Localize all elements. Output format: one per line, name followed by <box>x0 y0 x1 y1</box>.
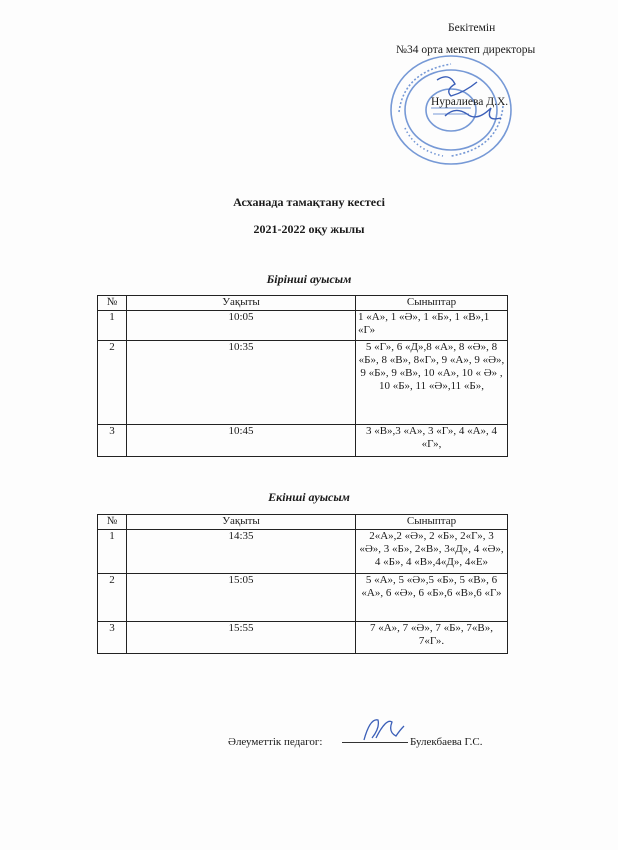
signature-stroke <box>445 108 501 119</box>
table-row <box>98 530 508 574</box>
header-number: № <box>98 296 127 311</box>
document-year: 2021-2022 оқу жылы <box>253 222 365 236</box>
shift1-table <box>97 295 508 457</box>
row-time: 10:35 <box>127 341 356 425</box>
approval-school: №34 орта мектеп директоры <box>396 44 536 56</box>
document-title: Асханада тамақтану кестесі <box>233 195 385 209</box>
approval-title: Бекітемін <box>448 22 496 34</box>
row-time: 10:05 <box>127 311 356 341</box>
table-row <box>98 425 508 457</box>
table-row <box>98 341 508 425</box>
footer-name: Булекбаева Г.С. <box>410 736 483 748</box>
table-row <box>98 311 508 341</box>
row-classes: 7 «А», 7 «Ә», 7 «Б», 7«В», 7«Г». <box>356 622 508 654</box>
stamp-inner-ring <box>405 70 497 150</box>
official-stamp <box>385 50 525 168</box>
row-number: 1 <box>98 311 127 341</box>
header-classes: Сыныптар <box>356 296 508 311</box>
shift2-table <box>97 514 508 654</box>
shift1-heading: Бірінші ауысым <box>266 272 352 286</box>
row-time: 15:05 <box>127 574 356 622</box>
row-number: 1 <box>98 530 127 574</box>
row-number: 2 <box>98 341 127 425</box>
stamp-outer-ring <box>391 56 511 164</box>
footer-role: Әлеуметтік педагог: <box>228 736 323 748</box>
row-classes: 1 «А», 1 «Ә», 1 «Б», 1 «В»,1 «Г» <box>356 311 508 341</box>
header-number: № <box>98 515 127 530</box>
signature-stroke <box>364 720 404 740</box>
shift2-heading: Екінші ауысым <box>268 490 350 504</box>
row-number: 3 <box>98 425 127 457</box>
row-classes: 2«А»,2 «Ә», 2 «Б», 2«Г», 3 «Ә», 3 «Б», 2«В», 3«Д», 4 «Ә», 4 «Б», 4 «В»,4«Д», 4«Е» <box>356 530 508 574</box>
table-row <box>98 574 508 622</box>
table-row <box>98 622 508 654</box>
row-number: 2 <box>98 574 127 622</box>
header-time: Уақыты <box>127 515 356 530</box>
header-classes: Сыныптар <box>356 515 508 530</box>
row-classes: 5 «Г», 6 «Д»,8 «А», 8 «Ә», 8 «Б», 8 «В», 8«Г», 9 «А», 9 «Ә», 9 «Б», 9 «В», 10 «А», 10 « Ә» , 10 «Б», 11 «Ә»,11 «Б», <box>356 341 508 425</box>
row-time: 14:35 <box>127 530 356 574</box>
table-header-row <box>98 296 508 311</box>
approval-director: Нуралиева Д.Х. <box>431 96 509 108</box>
header-time: Уақыты <box>127 296 356 311</box>
row-classes: 3 «В»,3 «А», 3 «Г», 4 «А», 4 «Г», <box>356 425 508 457</box>
row-time: 15:55 <box>127 622 356 654</box>
signature-line <box>342 742 408 743</box>
signature-stroke <box>437 77 477 96</box>
row-number: 3 <box>98 622 127 654</box>
row-time: 10:45 <box>127 425 356 457</box>
row-classes: 5 «А», 5 «Ә»,5 «Б», 5 «В», 6 «А», 6 «Ә», 6 «Б»,6 «В»,6 «Г» <box>356 574 508 622</box>
table-header-row <box>98 515 508 530</box>
